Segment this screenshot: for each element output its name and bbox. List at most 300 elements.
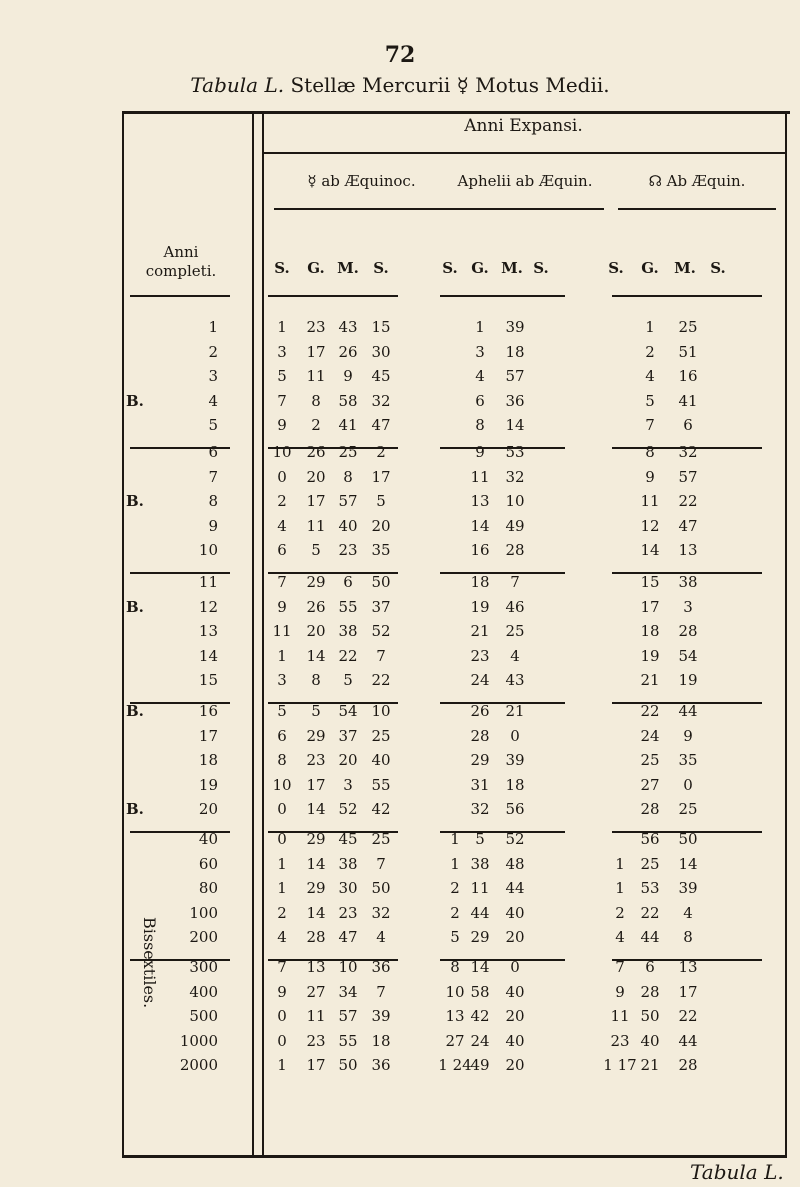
mercury-value: 26	[338, 342, 358, 361]
aphelion-value: 10	[505, 492, 525, 510]
mercury-value: 14	[306, 800, 326, 818]
section-title: Anni Expansi.	[464, 116, 583, 136]
node-value: 13	[678, 541, 698, 559]
mercury-value: 55	[371, 775, 391, 794]
mercury-value: 47	[371, 416, 391, 434]
aphelion-value: 18	[470, 573, 490, 591]
year-cell: 80	[198, 879, 218, 897]
aphelion-value: 16	[470, 541, 490, 559]
aphelion-value: 13	[445, 1007, 465, 1025]
mercury-value: 2	[277, 492, 287, 510]
node-value: 2	[615, 903, 625, 922]
mercury-value: 8	[277, 751, 287, 769]
node-value: 39	[678, 879, 698, 897]
mercury-value: 14	[306, 854, 326, 873]
node-value: 44	[640, 928, 660, 946]
node-value: 4	[683, 903, 693, 922]
node-value: 28	[640, 800, 660, 818]
mercury-value: 43	[338, 318, 358, 336]
mercury-value: 20	[306, 622, 326, 640]
node-value: 4	[615, 928, 625, 946]
year-cell: 20	[198, 800, 218, 818]
year-cell: 4	[208, 391, 218, 410]
mercury-value: 57	[338, 492, 358, 510]
aphelion-value: 27	[445, 1031, 465, 1050]
mercury-value: 55	[338, 597, 358, 616]
aphelion-value: 18	[505, 775, 525, 794]
node-value: 44	[678, 1031, 698, 1050]
mercury-value: 30	[371, 342, 391, 361]
aphelion-value: 40	[505, 1031, 525, 1050]
year-cell: 1000	[179, 1031, 218, 1050]
mercury-value: 11	[272, 622, 292, 640]
mercury-value: 29	[306, 573, 326, 591]
mercury-value: 10	[371, 702, 391, 720]
mercury-value: 50	[371, 879, 391, 897]
mercury-value: 17	[371, 467, 391, 486]
aphelion-value: 29	[470, 751, 490, 769]
mercury-value: 11	[306, 367, 326, 385]
mercury-value: 23	[306, 1031, 326, 1050]
aphelion-value: 48	[505, 854, 525, 873]
subcolumn-header: S.	[608, 259, 624, 277]
aphelion-value: 58	[470, 982, 490, 1001]
aphelion-value: 40	[505, 903, 525, 922]
node-value: 22	[640, 702, 660, 720]
aphelion-value: 40	[505, 982, 525, 1001]
node-value: 32	[678, 443, 698, 461]
mercury-value: 20	[371, 516, 391, 535]
mercury-value: 26	[306, 597, 326, 616]
mercury-value: 50	[338, 1056, 358, 1074]
page-number: 72	[384, 42, 416, 68]
aphelion-value: 49	[505, 516, 525, 535]
mercury-value: 3	[343, 775, 353, 794]
aphelion-value: 10	[445, 982, 465, 1001]
node-value: 11	[640, 492, 660, 510]
node-value: 11	[610, 1007, 630, 1025]
mercury-value: 7	[277, 573, 287, 591]
mercury-value: 37	[371, 597, 391, 616]
mercury-value: 4	[277, 516, 287, 535]
mercury-value: 1	[277, 646, 287, 665]
node-value: 1	[615, 879, 625, 897]
year-cell: 400	[189, 982, 218, 1001]
group-header: ☊ Ab Æquin.	[648, 172, 746, 190]
node-value: 4	[645, 367, 655, 385]
aphelion-value: 0	[510, 958, 520, 976]
mercury-value: 40	[371, 751, 391, 769]
node-value: 53	[640, 879, 660, 897]
node-value: 6	[683, 416, 693, 434]
aphelion-value: 1	[450, 854, 460, 873]
aphelion-value: 1	[450, 830, 460, 848]
mercury-value: 38	[338, 854, 358, 873]
node-value: 35	[678, 751, 698, 769]
subcolumn-header: S.	[710, 259, 726, 277]
group-rule	[618, 208, 776, 210]
aphelion-value: 21	[470, 622, 490, 640]
node-value: 7	[615, 958, 625, 976]
node-value: 21	[640, 671, 660, 689]
node-value: 25	[640, 751, 660, 769]
mercury-value: 50	[371, 573, 391, 591]
mercury-value: 54	[338, 702, 358, 720]
bottom-rule	[122, 1155, 787, 1158]
year-cell: 9	[208, 516, 218, 535]
mercury-value: 15	[371, 318, 391, 336]
year-cell: 60	[198, 854, 218, 873]
node-value: 25	[640, 854, 660, 873]
year-cell: 10	[198, 541, 218, 559]
mercury-value: 22	[338, 646, 358, 665]
node-value: 28	[678, 622, 698, 640]
mercury-value: 8	[311, 671, 321, 689]
mercury-value: 14	[306, 646, 326, 665]
subcolumn-header: G.	[471, 259, 489, 277]
node-value: 54	[678, 646, 698, 665]
mercury-value: 23	[306, 751, 326, 769]
aphelion-value: 7	[510, 573, 520, 591]
mercury-value: 29	[306, 830, 326, 848]
year-cell: 5	[208, 416, 218, 434]
aphelion-value: 26	[470, 702, 490, 720]
aphelion-value: 4	[510, 646, 520, 665]
mercury-value: 11	[306, 516, 326, 535]
mercury-value: 32	[371, 903, 391, 922]
node-value: 5	[645, 391, 655, 410]
mercury-value: 4	[277, 928, 287, 946]
aphelion-value: 44	[505, 879, 525, 897]
row-header: Anni completi.	[145, 243, 217, 280]
mercury-value: 29	[306, 879, 326, 897]
aphelion-value: 39	[505, 318, 525, 336]
year-cell: 7	[208, 467, 218, 486]
mercury-value: 58	[338, 391, 358, 410]
aphelion-value: 44	[470, 903, 490, 922]
mercury-value: 52	[371, 622, 391, 640]
year-cell: 500	[189, 1007, 218, 1025]
aphelion-value: 25	[505, 622, 525, 640]
year-cell: 6	[208, 443, 218, 461]
aphelion-value: 39	[505, 751, 525, 769]
node-value: 13	[678, 958, 698, 976]
aphelion-value: 36	[505, 391, 525, 410]
node-value: 50	[640, 1007, 660, 1025]
mercury-value: 1	[277, 318, 287, 336]
aphelion-value: 24	[470, 1031, 490, 1050]
node-value: 1 17	[603, 1056, 637, 1074]
mercury-value: 7	[376, 982, 386, 1001]
bissextile-marker: B.	[126, 800, 144, 818]
header-rule	[268, 295, 398, 297]
node-value: 12	[640, 516, 660, 535]
year-cell: 200	[189, 928, 218, 946]
mercury-value: 5	[376, 492, 386, 510]
catchword: Tabula L.	[690, 1160, 784, 1184]
node-value: 2	[645, 342, 655, 361]
mercury-value: 5	[311, 541, 321, 559]
aphelion-value: 14	[470, 958, 490, 976]
section-rule	[262, 152, 785, 154]
mercury-value: 3	[277, 342, 287, 361]
year-cell: 40	[198, 830, 218, 848]
mercury-value: 7	[376, 854, 386, 873]
mercury-value: 25	[371, 830, 391, 848]
mercury-value: 5	[277, 702, 287, 720]
aphelion-value: 3	[475, 342, 485, 361]
aphelion-value: 5	[475, 830, 485, 848]
table-title: Stellæ Mercurii ☿ Motus Medii.	[290, 73, 610, 97]
aphelion-value: 23	[470, 646, 490, 665]
mercury-value: 9	[277, 982, 287, 1001]
mercury-value: 7	[376, 646, 386, 665]
mercury-value: 2	[277, 903, 287, 922]
mercury-value: 45	[371, 367, 391, 385]
node-value: 14	[640, 541, 660, 559]
node-value: 6	[645, 958, 655, 976]
mercury-value: 40	[338, 516, 358, 535]
mercury-value: 7	[277, 391, 287, 410]
aphelion-value: 31	[470, 775, 490, 794]
mercury-value: 41	[338, 416, 358, 434]
node-value: 28	[678, 1056, 698, 1074]
vertical-rule	[252, 113, 254, 1158]
header-rule	[130, 295, 230, 297]
year-cell: 14	[198, 646, 218, 665]
mercury-value: 17	[306, 492, 326, 510]
year-cell: 13	[198, 622, 218, 640]
mercury-value: 10	[338, 958, 358, 976]
mercury-value: 0	[277, 1007, 287, 1025]
mercury-value: 35	[371, 541, 391, 559]
aphelion-value: 4	[475, 367, 485, 385]
subcolumn-header: M.	[501, 259, 523, 277]
year-cell: 3	[208, 367, 218, 385]
node-value: 23	[610, 1031, 630, 1050]
aphelion-value: 20	[505, 928, 525, 946]
year-cell: 1	[208, 318, 218, 336]
node-value: 1	[615, 854, 625, 873]
node-value: 15	[640, 573, 660, 591]
node-value: 16	[678, 367, 698, 385]
mercury-value: 2	[376, 443, 386, 461]
node-value: 25	[678, 800, 698, 818]
node-value: 50	[678, 830, 698, 848]
bissextile-marker: B.	[126, 597, 144, 616]
bissextile-marker: B.	[126, 702, 144, 720]
mercury-value: 17	[306, 775, 326, 794]
aphelion-value: 52	[505, 830, 525, 848]
table-label: Tabula L.	[190, 73, 285, 97]
subcolumn-header: S.	[373, 259, 389, 277]
mercury-value: 23	[338, 541, 358, 559]
mercury-value: 52	[338, 800, 358, 818]
aphelion-value: 56	[505, 800, 525, 818]
mercury-value: 47	[338, 928, 358, 946]
node-value: 38	[678, 573, 698, 591]
mercury-value: 6	[277, 541, 287, 559]
mercury-value: 4	[376, 928, 386, 946]
aphelion-value: 13	[470, 492, 490, 510]
node-value: 21	[640, 1056, 660, 1074]
year-cell: 11	[198, 573, 218, 591]
subcolumn-header: S.	[533, 259, 549, 277]
year-cell: 16	[198, 702, 218, 720]
aphelion-value: 1	[475, 318, 485, 336]
aphelion-value: 5	[450, 928, 460, 946]
mercury-value: 42	[371, 800, 391, 818]
aphelion-value: 6	[475, 391, 485, 410]
subcolumn-header: S.	[442, 259, 458, 277]
aphelion-value: 9	[475, 443, 485, 461]
aphelion-value: 57	[505, 367, 525, 385]
aphelion-value: 11	[470, 467, 490, 486]
node-value: 47	[678, 516, 698, 535]
node-value: 41	[678, 391, 698, 410]
year-cell: 300	[189, 958, 218, 976]
mercury-value: 10	[272, 775, 292, 794]
mercury-value: 5	[277, 367, 287, 385]
mercury-value: 10	[272, 443, 292, 461]
mercury-value: 1	[277, 1056, 287, 1074]
mercury-value: 6	[277, 726, 287, 745]
subcolumn-header: M.	[674, 259, 696, 277]
node-value: 14	[678, 854, 698, 873]
mercury-value: 22	[371, 671, 391, 689]
mercury-value: 36	[371, 1056, 391, 1074]
mercury-value: 13	[306, 958, 326, 976]
aphelion-value: 43	[505, 671, 525, 689]
year-cell: 17	[198, 726, 218, 745]
year-cell: 15	[198, 671, 218, 689]
mercury-value: 55	[338, 1031, 358, 1050]
mercury-value: 57	[338, 1007, 358, 1025]
node-value: 0	[683, 775, 693, 794]
aphelion-value: 49	[470, 1056, 490, 1074]
node-value: 22	[678, 492, 698, 510]
aphelion-value: 0	[510, 726, 520, 745]
mercury-value: 14	[306, 903, 326, 922]
mercury-value: 30	[338, 879, 358, 897]
node-value: 27	[640, 775, 660, 794]
mercury-value: 20	[306, 467, 326, 486]
mercury-value: 39	[371, 1007, 391, 1025]
mercury-value: 2	[311, 416, 321, 434]
mercury-value: 28	[306, 928, 326, 946]
node-value: 44	[678, 702, 698, 720]
node-value: 24	[640, 726, 660, 745]
subcolumn-header: S.	[274, 259, 290, 277]
mercury-value: 9	[343, 367, 353, 385]
mercury-value: 5	[311, 702, 321, 720]
aphelion-value: 8	[475, 416, 485, 434]
mercury-value: 25	[371, 726, 391, 745]
node-value: 3	[683, 597, 693, 616]
mercury-value: 9	[277, 416, 287, 434]
mercury-value: 23	[306, 318, 326, 336]
aphelion-value: 1 24	[438, 1056, 472, 1074]
aphelion-value: 42	[470, 1007, 490, 1025]
page-title	[0, 73, 800, 97]
year-cell: 18	[198, 751, 218, 769]
mercury-value: 36	[371, 958, 391, 976]
subcolumn-header: M.	[337, 259, 359, 277]
subcolumn-header: G.	[307, 259, 325, 277]
node-value: 28	[640, 982, 660, 1001]
aphelion-value: 14	[505, 416, 525, 434]
bissextile-marker: B.	[126, 391, 144, 410]
aphelion-value: 32	[470, 800, 490, 818]
mercury-value: 38	[338, 622, 358, 640]
mercury-value: 25	[338, 443, 358, 461]
node-value: 1	[645, 318, 655, 336]
vertical-rule	[785, 113, 787, 1158]
node-value: 17	[640, 597, 660, 616]
year-cell: 100	[189, 903, 218, 922]
mercury-value: 18	[371, 1031, 391, 1050]
year-cell: 12	[198, 597, 218, 616]
header-rule	[440, 295, 565, 297]
aphelion-value: 2	[450, 879, 460, 897]
aphelion-value: 24	[470, 671, 490, 689]
group-header: Aphelii ab Æquin.	[457, 172, 593, 190]
year-cell: 2	[208, 342, 218, 361]
node-value: 51	[678, 342, 698, 361]
node-value: 7	[645, 416, 655, 434]
bissextile-marker: B.	[126, 492, 144, 510]
mercury-value: 11	[306, 1007, 326, 1025]
node-value: 40	[640, 1031, 660, 1050]
mercury-value: 6	[343, 573, 353, 591]
mercury-value: 32	[371, 391, 391, 410]
node-value: 22	[640, 903, 660, 922]
mercury-value: 7	[277, 958, 287, 976]
aphelion-value: 28	[505, 541, 525, 559]
node-value: 56	[640, 830, 660, 848]
aphelion-value: 19	[470, 597, 490, 616]
aphelion-value: 2	[450, 903, 460, 922]
mercury-value: 3	[277, 671, 287, 689]
node-value: 8	[645, 443, 655, 461]
mercury-value: 8	[343, 467, 353, 486]
node-value: 57	[678, 467, 698, 486]
mercury-value: 1	[277, 879, 287, 897]
mercury-value: 27	[306, 982, 326, 1001]
mercury-value: 9	[277, 597, 287, 616]
header-rule	[612, 295, 762, 297]
node-value: 18	[640, 622, 660, 640]
aphelion-value: 11	[470, 879, 490, 897]
mercury-value: 0	[277, 467, 287, 486]
aphelion-value: 21	[505, 702, 525, 720]
aphelion-value: 28	[470, 726, 490, 745]
group-header: ☿ ab Æquinoc.	[307, 172, 416, 190]
mercury-value: 37	[338, 726, 358, 745]
mercury-value: 0	[277, 1031, 287, 1050]
mercury-value: 45	[338, 830, 358, 848]
aphelion-value: 38	[470, 854, 490, 873]
node-value: 9	[683, 726, 693, 745]
node-value: 19	[678, 671, 698, 689]
aphelion-value: 18	[505, 342, 525, 361]
node-value: 22	[678, 1007, 698, 1025]
subcolumn-header: G.	[641, 259, 659, 277]
mercury-value: 0	[277, 800, 287, 818]
aphelion-value: 8	[450, 958, 460, 976]
group-rule	[274, 208, 449, 210]
aphelion-value: 20	[505, 1056, 525, 1074]
